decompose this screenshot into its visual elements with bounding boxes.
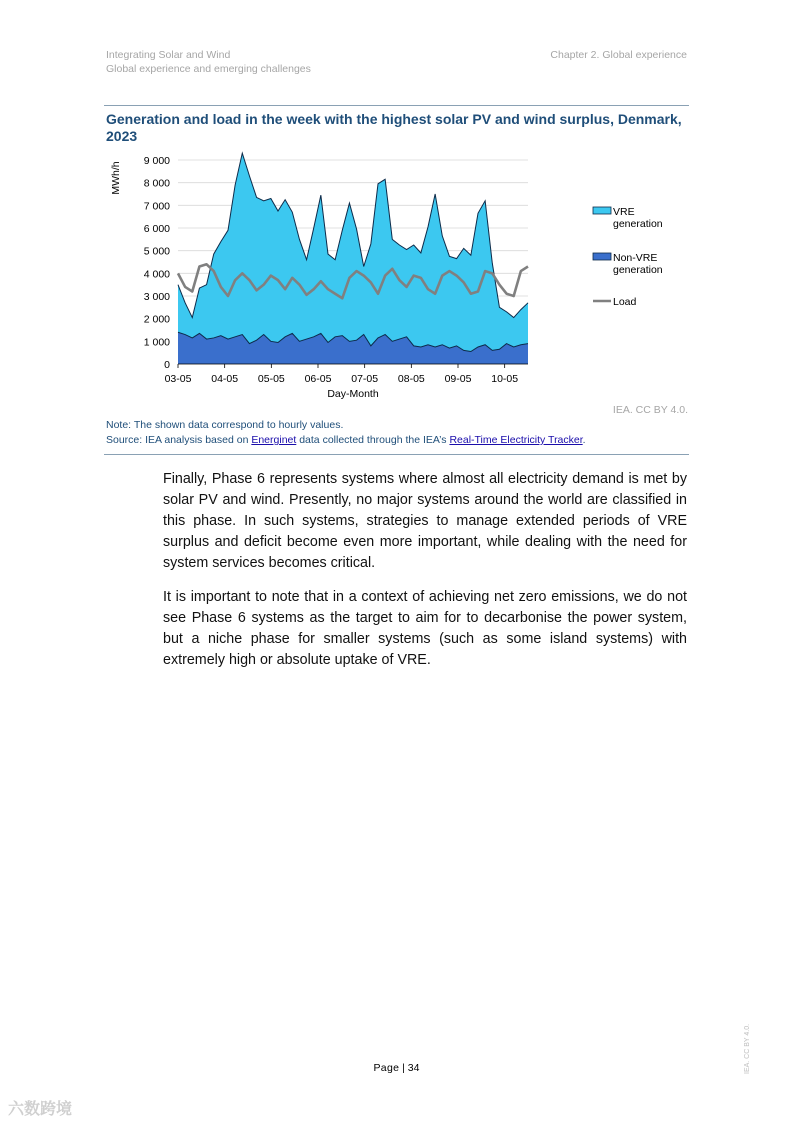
page-value: | 34 xyxy=(402,1062,420,1074)
generation-load-chart xyxy=(104,150,694,402)
y-tick-label: 6 000 xyxy=(143,223,170,235)
chapter-header: Chapter 2. Global experience xyxy=(550,49,687,61)
legend-swatch xyxy=(593,253,611,260)
figure-title: Generation and load in the week with the highest solar PV and wind surplus, Denmark, 2023 xyxy=(106,111,682,144)
x-tick-label: 07-05 xyxy=(351,373,379,385)
x-tick-label: 03-05 xyxy=(164,373,192,385)
page-label: Page xyxy=(373,1062,400,1074)
x-tick-label: 10-05 xyxy=(491,373,519,385)
y-tick-label: 1 000 xyxy=(143,336,170,349)
y-tick-label: 8 000 xyxy=(143,177,170,190)
figure-credit: IEA. CC BY 4.0. xyxy=(612,404,688,416)
legend-swatch xyxy=(593,207,611,214)
x-tick-label: 05-05 xyxy=(257,373,285,385)
body-paragraph-2: It is important to note that in a context of achieving net zero emissions, we do not see Phase 6 systems as the target to aim for to decarbonise the power system, but a niche phase for smaller systems (such as some island systems) with extremely high or absolute uptake of VRE. xyxy=(163,589,687,668)
x-tick-label: 04-05 xyxy=(211,373,239,385)
energinet-link[interactable]: Energinet xyxy=(251,434,297,446)
y-tick-label: 5 000 xyxy=(143,245,170,258)
y-tick-label: 7 000 xyxy=(143,200,170,213)
y-tick-label: 9 000 xyxy=(143,155,170,167)
running-header-left xyxy=(106,48,311,76)
y-axis-label: MWh/h xyxy=(110,161,122,195)
report-subtitle: Global experience and emerging challenges xyxy=(106,63,311,75)
x-axis-label: Day-Month xyxy=(327,388,379,400)
electricity-tracker-link[interactable]: Real-Time Electricity Tracker xyxy=(449,434,583,446)
source-middle: data collected through the IEA’s xyxy=(296,434,450,446)
side-credit: IEA. CC BY 4.0. xyxy=(744,1023,751,1074)
y-tick-label: 0 xyxy=(164,359,170,371)
legend-label: VRE generation xyxy=(613,206,663,230)
x-tick-label: 08-05 xyxy=(397,373,425,385)
figure-top-rule xyxy=(104,105,689,106)
page-number xyxy=(0,1062,793,1074)
figure-note: Note: The shown data correspond to hourly values. xyxy=(106,419,344,431)
y-tick-label: 4 000 xyxy=(143,268,170,281)
x-tick-label: 09-05 xyxy=(444,373,472,385)
source-suffix: . xyxy=(582,434,586,446)
source-prefix: Source: IEA analysis based on xyxy=(106,434,252,446)
y-tick-label: 3 000 xyxy=(143,291,170,303)
y-tick-label: 2 000 xyxy=(143,313,170,326)
body-paragraph-1: Finally, Phase 6 represents systems where almost all electricity demand is met by solar PV and wind. Presently, no major systems around the world are classified in this phase. In such systems, strategies to manage extended periods of VRE surplus and deficit become even more important, while dealing with the need for system services becomes critical. xyxy=(163,471,687,571)
figure-bottom-rule xyxy=(104,454,689,455)
x-tick-label: 06-05 xyxy=(304,373,332,385)
legend-label: Load xyxy=(613,296,637,308)
legend-label: Non-VRE generation xyxy=(613,252,663,276)
figure-source xyxy=(106,433,586,447)
report-title: Integrating Solar and Wind xyxy=(106,49,231,61)
watermark-logo: 六数跨境 xyxy=(8,1101,73,1118)
